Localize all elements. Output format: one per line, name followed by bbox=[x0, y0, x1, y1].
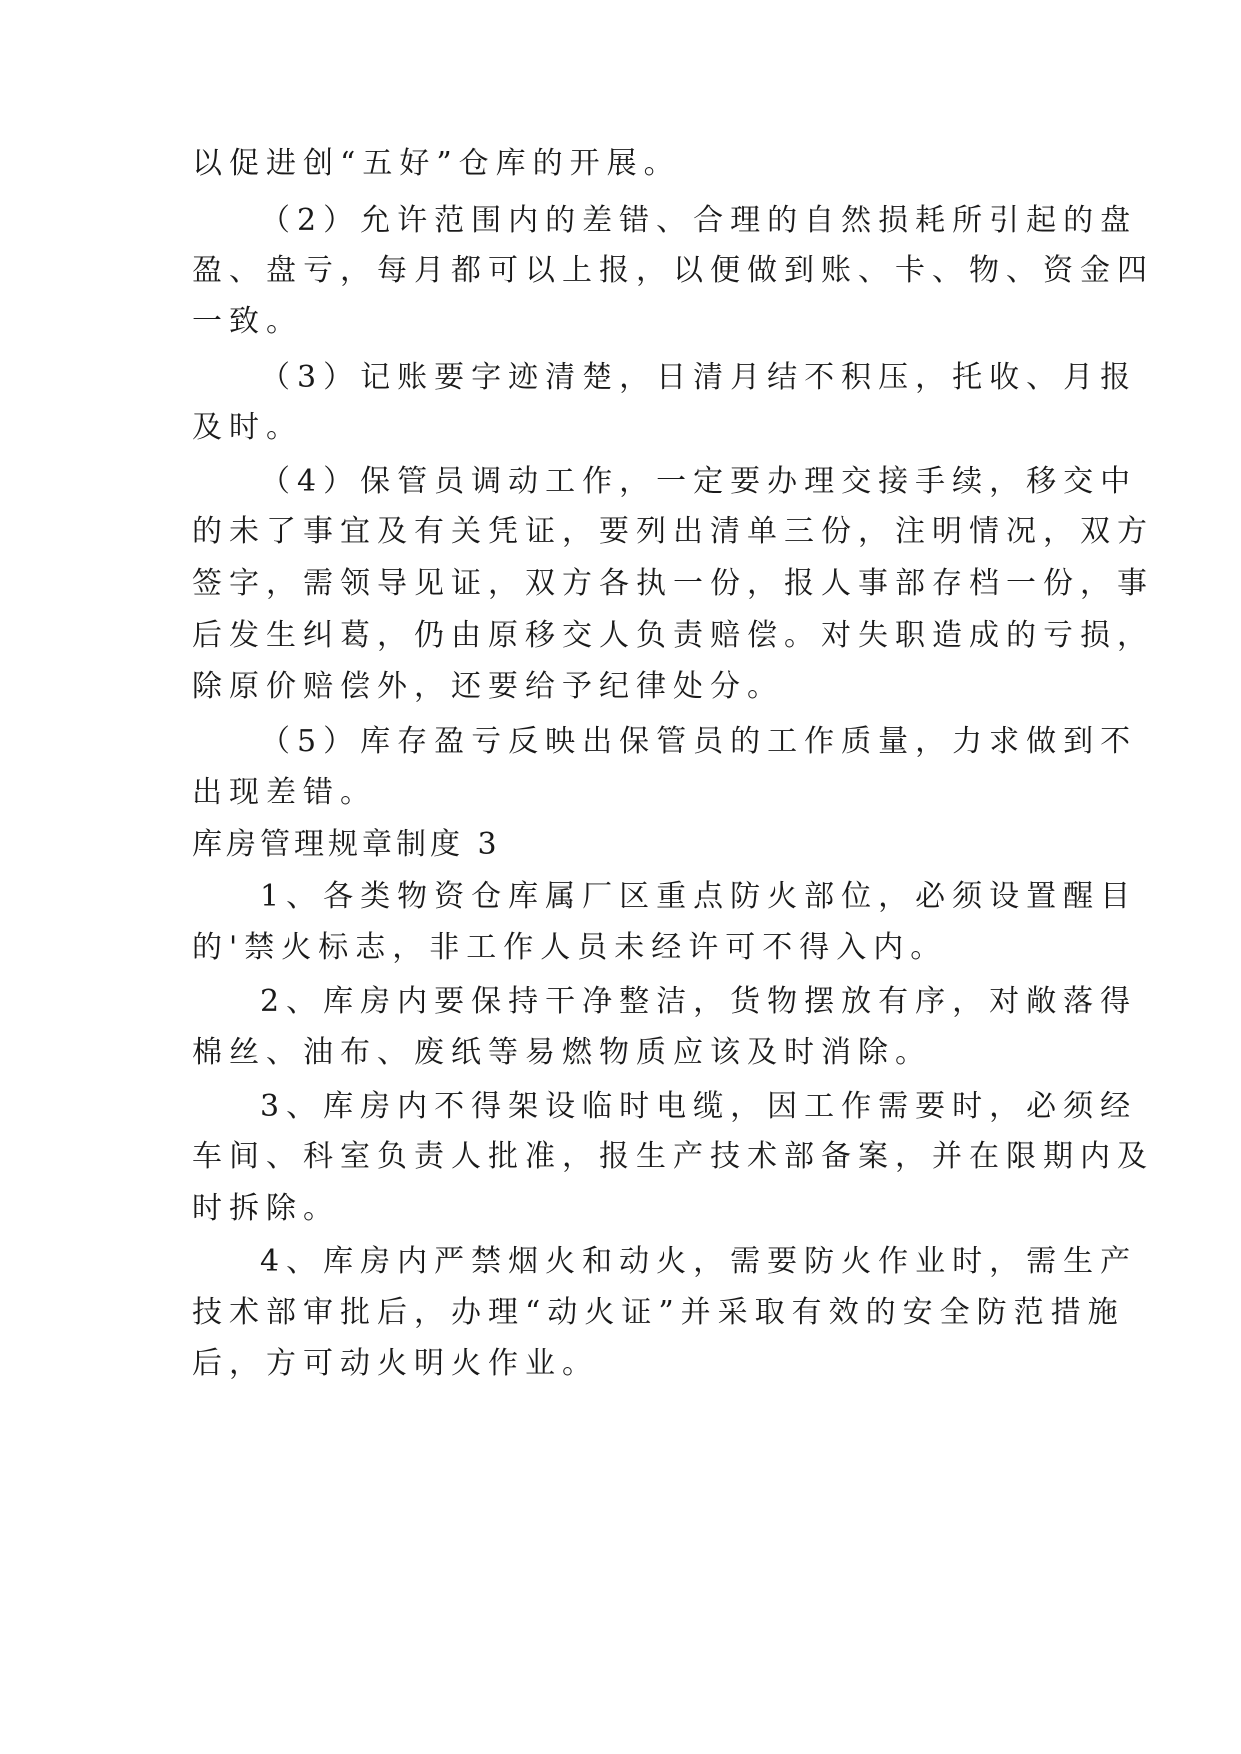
text-line: （3）记账要字迹清楚，日清月结不积压，托收、月报 bbox=[260, 360, 1138, 395]
text-line: 的未了事宜及有关凭证，要列出清单三份，注明情况，双方 bbox=[192, 514, 1154, 549]
text-line: 一致。 bbox=[192, 304, 303, 339]
section-heading: 库房管理规章制度 3 bbox=[192, 827, 501, 862]
text-line: 1、各类物资仓库属厂区重点防火部位，必须设置醒目 bbox=[260, 879, 1138, 914]
text-line: （2）允许范围内的差错、合理的自然损耗所引起的盘 bbox=[260, 203, 1138, 238]
text-line: 时拆除。 bbox=[192, 1191, 340, 1226]
text-line: 以促进创“五好”仓库的开展。 bbox=[192, 146, 681, 181]
text-line: 2、库房内要保持干净整洁，货物摆放有序，对敞落得 bbox=[260, 984, 1138, 1019]
text-line: 3、库房内不得架设临时电缆，因工作需要时，必须经 bbox=[260, 1089, 1138, 1124]
text-line: 4、库房内严禁烟火和动火，需要防火作业时，需生产 bbox=[260, 1244, 1138, 1279]
text-line: 出现差错。 bbox=[192, 775, 377, 810]
text-line: 后发生纠葛，仍由原移交人负责赔偿。对失职造成的亏损， bbox=[192, 618, 1154, 653]
text-line: 盈、盘亏，每月都可以上报，以便做到账、卡、物、资金四 bbox=[192, 253, 1154, 288]
text-line: 签字，需领导见证，双方各执一份，报人事部存档一份，事 bbox=[192, 566, 1154, 601]
text-line: （4）保管员调动工作，一定要办理交接手续，移交中 bbox=[260, 464, 1138, 499]
text-line: 的'禁火标志，非工作人员未经许可不得入内。 bbox=[192, 930, 948, 965]
text-line: 后，方可动火明火作业。 bbox=[192, 1346, 599, 1381]
text-line: 技术部审批后，办理“动火证”并采取有效的安全防范措施 bbox=[192, 1295, 1125, 1330]
text-line: （5）库存盈亏反映出保管员的工作质量，力求做到不 bbox=[260, 724, 1138, 759]
text-line: 棉丝、油布、废纸等易燃物质应该及时消除。 bbox=[192, 1035, 932, 1070]
text-line: 除原价赔偿外，还要给予纪律处分。 bbox=[192, 669, 784, 704]
text-line: 车间、科室负责人批准，报生产技术部备案，并在限期内及 bbox=[192, 1139, 1154, 1174]
text-line: 及时。 bbox=[192, 410, 303, 445]
